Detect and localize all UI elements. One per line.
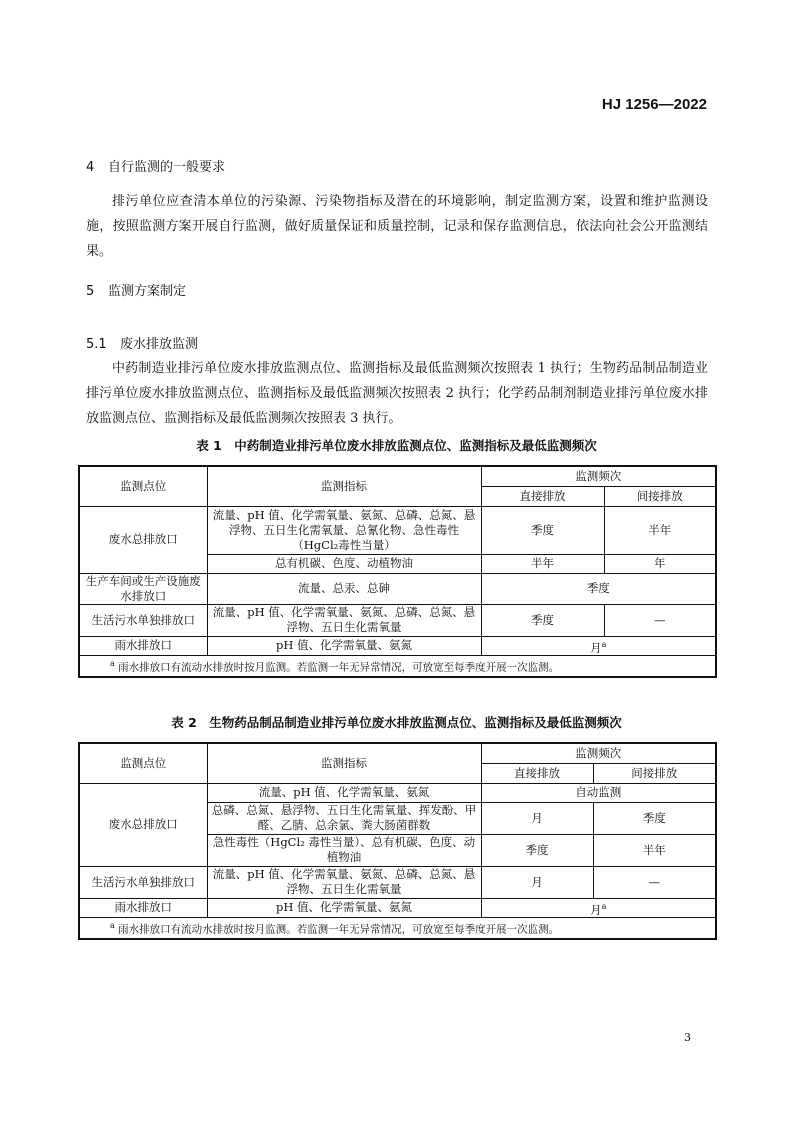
header-indirect: 间接排放 bbox=[604, 486, 716, 506]
table-cell: — bbox=[604, 604, 716, 636]
section-5-1-paragraph: 中药制造业排污单位废水排放监测点位、监测指标及最低监测频次按照表 1 执行；生物药品制品制造业排污单位废水排放监测点位、监测指标及最低监测频次按照表 2 执行；化学药品制剂制造业排污单位废水排放监测点位、监测指标及最低监测频次按照表 3 执行。 bbox=[86, 361, 708, 426]
footnote-mark: a bbox=[601, 901, 607, 911]
section-5-1-heading bbox=[86, 333, 198, 352]
table-cell: 急性毒性（HgCl₂ 毒性当量）、总有机碳、色度、动植物油 bbox=[207, 834, 481, 866]
table-1 bbox=[78, 465, 717, 678]
table-cell: pH 值、化学需氧量、氨氮 bbox=[207, 898, 481, 918]
table-cell: 半年 bbox=[604, 506, 716, 554]
table-cell: 流量、总汞、总砷 bbox=[207, 573, 481, 604]
table-cell bbox=[481, 898, 716, 918]
table-cell: 总磷、总氮、悬浮物、五日生化需氧量、挥发酚、甲醛、乙腈、总余氯、粪大肠菌群数 bbox=[207, 802, 481, 834]
table-cell: 自动监测 bbox=[481, 783, 716, 802]
table-note bbox=[79, 656, 716, 677]
table-cell: 季度 bbox=[481, 604, 604, 636]
table-cell: 季度 bbox=[481, 506, 604, 554]
footnote-mark: a bbox=[110, 659, 115, 669]
header-index: 监测指标 bbox=[207, 466, 481, 506]
section-5-heading bbox=[86, 280, 186, 299]
section-4-heading bbox=[86, 156, 225, 175]
table-cell: 雨水排放口 bbox=[79, 636, 207, 656]
table-2-caption: 表 2 生物药品制品制造业排污单位废水排放监测点位、监测指标及最低监测频次 bbox=[171, 715, 622, 730]
freq-text: 月 bbox=[590, 902, 602, 917]
table-cell: 流量、pH 值、化学需氧量、氨氮、总磷、总氮、悬浮物、五日生化需氧量 bbox=[207, 866, 481, 898]
table-cell: 废水总排放口 bbox=[79, 783, 207, 866]
header-frequency: 监测频次 bbox=[481, 466, 716, 486]
table-note bbox=[79, 918, 716, 939]
table-cell: pH 值、化学需氧量、氨氮 bbox=[207, 636, 481, 656]
header-index: 监测指标 bbox=[207, 743, 481, 783]
section-title: 监测方案制定 bbox=[108, 284, 187, 299]
table-cell: 季度 bbox=[481, 834, 593, 866]
table-cell: 生产车间或生产设施废水排放口 bbox=[79, 573, 207, 604]
table-cell: 月 bbox=[481, 802, 593, 834]
page-number: 3 bbox=[684, 1031, 691, 1044]
section-4-paragraph: 排污单位应查清本单位的污染源、污染物指标及潜在的环境影响，制定监测方案，设置和维护监测设施，按照监测方案开展自行监测，做好质量保证和质量控制，记录和保存监测信息，依法向社会公开监测结果。 bbox=[86, 194, 708, 259]
section-title: 废水排放监测 bbox=[120, 337, 199, 352]
table-cell: 半年 bbox=[593, 834, 716, 866]
freq-text: 月 bbox=[590, 640, 602, 655]
table-cell: 生活污水单独排放口 bbox=[79, 604, 207, 636]
header-point: 监测点位 bbox=[79, 466, 207, 506]
table-cell: 年 bbox=[604, 554, 716, 573]
note-text: 雨水排放口有流动水排放时按月监测。若监测一年无异常情况，可放宽至每季度开展一次监测。 bbox=[114, 661, 560, 674]
table-cell: 季度 bbox=[481, 573, 716, 604]
table-cell: — bbox=[593, 866, 716, 898]
header-direct: 直接排放 bbox=[481, 763, 593, 783]
footnote-mark: a bbox=[110, 921, 115, 931]
table-cell: 月 bbox=[481, 866, 593, 898]
header-point: 监测点位 bbox=[79, 743, 207, 783]
table-cell: 流量、pH 值、化学需氧量、氨氮 bbox=[207, 783, 481, 802]
section-number: 4 bbox=[86, 160, 95, 175]
table-2 bbox=[78, 742, 717, 940]
footnote-mark: a bbox=[601, 639, 607, 649]
header-direct: 直接排放 bbox=[481, 486, 604, 506]
table-cell: 季度 bbox=[593, 802, 716, 834]
header-indirect: 间接排放 bbox=[593, 763, 716, 783]
table-cell: 总有机碳、色度、动植物油 bbox=[207, 554, 481, 573]
table-cell: 废水总排放口 bbox=[79, 506, 207, 573]
table-cell: 半年 bbox=[481, 554, 604, 573]
section-title: 自行监测的一般要求 bbox=[108, 160, 226, 175]
section-number: 5 bbox=[86, 284, 95, 299]
table-cell: 雨水排放口 bbox=[79, 898, 207, 918]
header-frequency: 监测频次 bbox=[481, 743, 716, 763]
table-cell: 流量、pH 值、化学需氧量、氨氮、总磷、总氮、悬浮物、五日生化需氧量、总氰化物、急性毒性（HgCl₂毒性当量） bbox=[207, 506, 481, 554]
note-text: 雨水排放口有流动水排放时按月监测。若监测一年无异常情况，可放宽至每季度开展一次监测。 bbox=[114, 923, 560, 936]
table-cell bbox=[481, 636, 716, 656]
standard-code: HJ 1256—2022 bbox=[601, 96, 707, 113]
table-cell: 流量、pH 值、化学需氧量、氨氮、总磷、总氮、悬浮物、五日生化需氧量 bbox=[207, 604, 481, 636]
table-1-caption: 表 1 中药制造业排污单位废水排放监测点位、监测指标及最低监测频次 bbox=[196, 438, 597, 453]
section-number: 5.1 bbox=[86, 337, 107, 352]
table-cell: 生活污水单独排放口 bbox=[79, 866, 207, 898]
